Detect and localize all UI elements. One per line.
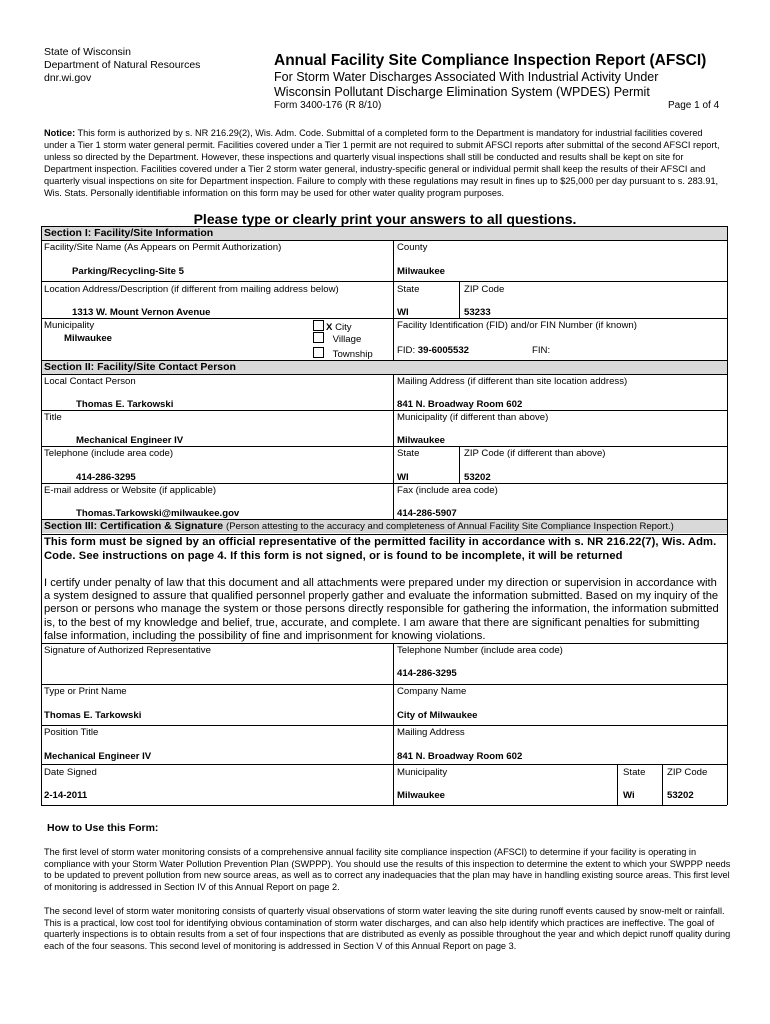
- signature-field[interactable]: [44, 660, 384, 682]
- signing-requirement-line2: Code. See instructions on page 4. If this form is not signed, or is found to be incomplete, it will be returned: [44, 550, 623, 562]
- cert-state-field[interactable]: Wi: [623, 790, 635, 801]
- section1-header: Section I: Facility/Site Information: [41, 227, 727, 240]
- fid-prefix: FID:: [397, 345, 416, 356]
- fid-row: [397, 345, 469, 356]
- email-field[interactable]: Thomas.Tarkowski@milwaukee.gov: [76, 508, 240, 519]
- contact-municipality-label: Municipality (if different than above): [397, 412, 549, 423]
- location-field[interactable]: 1313 W. Mount Vernon Avenue: [72, 307, 211, 318]
- notice-paragraph: [44, 127, 724, 200]
- page-prefix: Page: [668, 100, 692, 111]
- section3-note: (Person attesting to the accuracy and completeness of Annual Facility Site Compliance Inspection Report.): [226, 521, 674, 532]
- howto-heading: How to Use this Form:: [47, 822, 159, 834]
- form-number: Form 3400-176 (R 8/10): [274, 100, 382, 111]
- title-field[interactable]: Mechanical Engineer IV: [76, 435, 184, 446]
- agency-state: State of Wisconsin: [44, 46, 131, 58]
- city-label: City: [335, 322, 352, 333]
- phone-label: Telephone (include area code): [44, 448, 174, 459]
- facility-name-label: Facility/Site Name (As Appears on Permit Authorization): [44, 242, 282, 253]
- facility-name-field[interactable]: Parking/Recycling-Site 5: [72, 266, 184, 277]
- cert-phone-field[interactable]: 414-286-3295: [397, 668, 457, 679]
- section3-header: [41, 520, 727, 533]
- contact-zip-label: ZIP Code (if different than above): [464, 448, 606, 459]
- page-current: 1: [694, 100, 700, 111]
- contact-label: Local Contact Person: [44, 376, 136, 387]
- city-mark: X: [326, 322, 333, 333]
- fin-prefix: FIN:: [532, 345, 551, 356]
- agency-website: dnr.wi.gov: [44, 72, 92, 84]
- county-label: County: [397, 242, 428, 253]
- position-label: Position Title: [44, 727, 99, 738]
- cert-phone-label: Telephone Number (include area code): [397, 645, 563, 656]
- form-subtitle-2: Wisconsin Pollutant Discharge Elimination System (WPDES) Permit: [274, 85, 650, 99]
- fid-field[interactable]: 39-6005532: [417, 345, 470, 356]
- option-village[interactable]: [313, 332, 361, 345]
- section3-title: Section III: Certification & Signature: [44, 520, 224, 532]
- county-field[interactable]: Milwaukee: [397, 266, 445, 277]
- site-zip-label: ZIP Code: [464, 284, 505, 295]
- fax-label: Fax (include area code): [397, 485, 498, 496]
- agency-department: Department of Natural Resources: [44, 59, 201, 71]
- certification-statement: I certify under penalty of law that this document and all attachments were prepared under my direction or supervision in accordance with a system designed to assure that qualified personnel properly gather and evaluate the information submitted. Based on my inquiry of the person or persons who manage the system or those persons directly responsible for gathering the information, the information submitted is, to the best of my knowledge and belief, true, accurate, and complete. I am aware that there are significant penalties for submitting false information, including the possibility of fine and imprisonment for knowing violations.: [44, 577, 719, 642]
- contact-mailing-field[interactable]: 841 N. Broadway Room 602: [397, 399, 523, 410]
- section2-header: Section II: Facility/Site Contact Person: [41, 361, 727, 374]
- page-of: of 4: [702, 100, 720, 111]
- cert-zip-label: ZIP Code: [667, 767, 708, 778]
- city-checkbox[interactable]: [313, 320, 324, 331]
- date-label: Date Signed: [44, 767, 97, 778]
- contact-zip-field[interactable]: 53202: [464, 472, 491, 483]
- location-label: Location Address/Description (if different from mailing address below): [44, 284, 339, 295]
- title-label: Title: [44, 412, 62, 423]
- howto-paragraph-2: The second level of storm water monitoring consists of quarterly visual observations of storm water leaving the site during runoff events caused by snow-melt or rainfall. This is a practical, low cost tool for identifying obvious contamination of storm water discharges, and can also help identify which practices are ineffective. The goal of quarterly inspections is to obtain results from a set of four inspections that are distributed as evenly as possible throughout the year and which depict runoff quality during each of the four seasons. This second level of monitoring is addressed in Section V of this Annual Report on page 3.: [44, 906, 731, 951]
- form-subtitle-1: For Storm Water Discharges Associated With Industrial Activity Under: [274, 70, 659, 84]
- page-indicator: [668, 100, 719, 111]
- fax-field[interactable]: 414-286-5907: [397, 508, 457, 519]
- company-field[interactable]: City of Milwaukee: [397, 710, 478, 721]
- cert-mailing-field[interactable]: 841 N. Broadway Room 602: [397, 751, 523, 762]
- municipality-label: Municipality: [44, 320, 95, 331]
- cert-municipality-label: Municipality: [397, 767, 448, 778]
- fid-label: Facility Identification (FID) and/or FIN Number (if known): [397, 320, 637, 331]
- contact-mailing-label: Mailing Address (if different than site location address): [397, 376, 628, 387]
- phone-field[interactable]: 414-286-3295: [76, 472, 136, 483]
- company-label: Company Name: [397, 686, 467, 697]
- village-label: Village: [332, 334, 362, 345]
- site-zip-field[interactable]: 53233: [464, 307, 491, 318]
- site-state-label: State: [397, 284, 420, 295]
- signing-requirement-line1: This form must be signed by an official representative of the permitted facility in accordance with s. NR 216.22(7), Wis. Adm.: [44, 536, 717, 548]
- cert-mailing-label: Mailing Address: [397, 727, 465, 738]
- print-name-label: Type or Print Name: [44, 686, 127, 697]
- contact-municipality-field[interactable]: Milwaukee: [397, 435, 445, 446]
- form-title: Annual Facility Site Compliance Inspection Report (AFSCI): [274, 52, 707, 69]
- email-label: E-mail address or Website (if applicable): [44, 485, 217, 496]
- notice-text: This form is authorized by s. NR 216.29(2), Wis. Adm. Code. Submittal of a completed form to the Department is mandatory for industrial facilities covered under a Tier 1 storm water general permit. Facilities covered under a Tier 1 permit are not required to submit AFSCI reports after submittal of the second AFSCI report, unless so directed by the Department. However, these inspections and quarterly visual inspections shall still be conducted and results shall be kept on site for Department inspection. Facilities covered under a Tier 2 storm water general, industry-specific general or individual permit shall keep the results of their AFSCI and quarterly visual inspections on site for Department inspection. Failure to comply with these regulations may result in fines up to $25,000 per day pursuant to s. 283.91, Wis. Stats. Personally identifiable information on this form may be used for other water quality program purposes.: [44, 128, 720, 199]
- contact-state-label: State: [397, 448, 420, 459]
- option-township[interactable]: [313, 347, 373, 360]
- village-checkbox[interactable]: [313, 332, 324, 343]
- township-label: Township: [332, 349, 373, 360]
- instruction-heading: Please type or clearly print your answers to all questions.: [193, 211, 577, 227]
- date-field[interactable]: 2-14-2011: [44, 790, 88, 801]
- contact-field[interactable]: Thomas E. Tarkowski: [76, 399, 174, 410]
- site-state-field[interactable]: WI: [397, 307, 409, 318]
- municipality-field[interactable]: Milwaukee: [64, 333, 112, 344]
- notice-label: Notice:: [44, 128, 76, 138]
- cert-municipality-field[interactable]: Milwaukee: [397, 790, 445, 801]
- signature-label: Signature of Authorized Representative: [44, 645, 211, 656]
- howto-paragraph-1: The first level of storm water monitoring consists of a comprehensive annual facility site compliance inspection (AFSCI) to determine if your facility is operating in compliance with your Storm Water Pollution Prevention Plan (SWPPP). You should use the results of this inspection to determine the extent to which your SWPPP needs to be updated to prevent pollution from new source areas, as well as to correct any inadequacies that the plan may have in handling existing source areas. This first level of monitoring is addressed in Section IV of this Annual Report on page 2.: [44, 847, 731, 892]
- contact-state-field[interactable]: WI: [397, 472, 409, 483]
- position-field[interactable]: Mechanical Engineer IV: [44, 751, 152, 762]
- township-checkbox[interactable]: [313, 347, 324, 358]
- print-name-field[interactable]: Thomas E. Tarkowski: [44, 710, 142, 721]
- cert-zip-field[interactable]: 53202: [667, 790, 694, 801]
- cert-state-label: State: [623, 767, 646, 778]
